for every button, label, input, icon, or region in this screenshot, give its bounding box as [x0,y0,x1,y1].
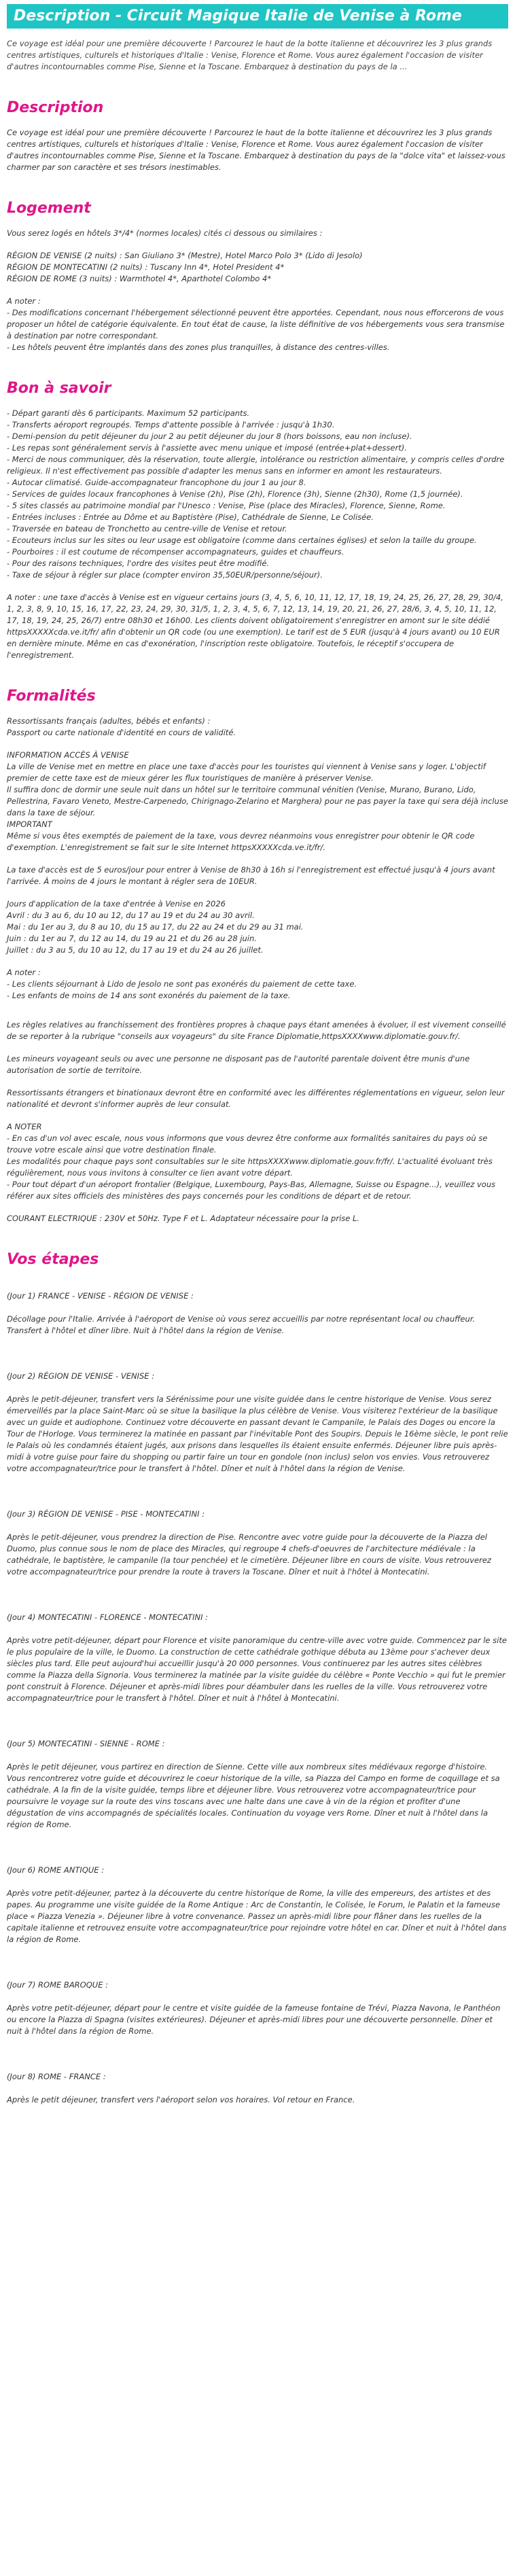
day-title: (Jour 6) ROME ANTIQUE : [7,1865,105,1875]
formalites-taxe: La taxe d'accès est de 5 euros/jour pour entrer à Venise de 8h30 à 16h si l'enregistrement est effectué jusqu'à 4 jours avant l'arrivée. À moins de 4 jours le montant à régler sera de 10EUR. [7,865,495,886]
day-item [7,1853,508,1957]
formalites-etrangers: Ressortissants étrangers et binationaux devront être en conformité avec les différentes réglementations en vigueur, selon leur nationalité et devront s'informer auprès de leur consulat. [7,1088,505,1109]
day-title: (Jour 3) RÉGION DE VENISE - PISE - MONTECATINI : [7,1509,205,1519]
day-title: (Jour 2) RÉGION DE VENISE - VENISE : [7,1371,155,1381]
formalites-section [7,687,508,1224]
logement-heading: Logement [7,200,91,217]
bon-a-savoir-note: A noter : une taxe d'accès à Venise est en vigueur certains jours (3, 4, 5, 6, 10, 11, 12, 17, 18, 19, 24, 25, 26, 27, 28, 29, 30/4, 1, 2, 3, 8, 9, 10, 15, 16, 17, 22, 23, 24, 29, 30, 31/5, 1, 2, 3, 4, 5, 6, 7, 12, 13, 14, 19, 20, 21, 26, 27, 28/6, 3, 4, 5, 10, 11, 12, 17, 18, 19, 24, 25, 26/7) entre 08h30 et 16h00. Les clients doivent obligatoirement s'enregistrer en amont sur le site dédié httpsXXXXXcda.ve.it/fr/ afin d'obtenir un QR code (ou une exemption). Le tarif est de 5 EUR (jusqu'à 4 jours avant) ou 10 EUR en dernière minute. Même en cas d'exonération, l'inscription reste obligatoire. Toutefois, le réceptif s'occupera de l'enregistrement. [7,593,503,660]
day-title: (Jour 8) ROME - FRANCE : [7,2072,106,2081]
day-text: Après le petit-déjeuner, vous prendrez la direction de Pise. Rencontre avec votre guide pour la découverte de la Piazza del Duomo, plus connue sous le nom de place des Miracles, qui regroupe 4 chefs-d'oeuvres de l'architecture médiévale : la cathédrale, le baptistère, le campanile (la tour penchée) et le cimetière. Déjeuner libre en cours de visite. Vous retrouverez votre accompagnateur/trice pour prendre la route à travers la Toscane. Dîner et nuit à l'hôtel à Montecatini. [7,1532,491,1576]
day-title: (Jour 1) FRANCE - VENISE - RÉGION DE VENISE : [7,1291,194,1301]
logement-intro: Vous serez logés en hôtels 3*/4* (normes locales) cités ci dessous ou similaires : [7,228,323,238]
logement-note: A noter : - Des modifications concernant l'hébergement sélectionné peuvent être apportées. Cependant, nous nous efforcerons de vous proposer un hôtel de catégorie équivalente. En tout état de cause, la liste définitive de vos hébergements vous sera transmise à destination par notre correspondant. - Les hôtels peuvent être implantés dans des zones plus tranquilles, à distance des centres-villes. [7,296,505,352]
description-section [7,99,508,173]
formalites-heading: Formalités [7,688,96,705]
logement-hotels: RÉGION DE VENISE (2 nuits) : San Giuliano 3* (Mestre), Hotel Marco Polo 3* (Lido di Jesolo) RÉGION DE MONTECATINI (2 nuits) : Tuscany Inn 4*, Hotel President 4* RÉGION DE ROME (3 nuits) : Warmthotel 4*, Aparthotel Colombo 4* [7,251,363,283]
bon-a-savoir-section [7,379,508,661]
page-title: Description - Circuit Magique Italie de Venise à Rome [14,7,462,24]
day-item [7,1359,508,1486]
day-title: (Jour 4) MONTECATINI - FLORENCE - MONTECATINI : [7,1612,209,1622]
description-heading: Description [7,99,104,116]
day-item [7,1497,508,1589]
bon-a-savoir-list: - Départ garanti dès 6 participants. Maximum 52 participants. - Transferts aéroport regroupés. Temps d'attente possible à l'arrivée : jusqu'à 1h30. - Demi-pension du petit déjeuner du jour 2 au petit déjeuner du jour 8 (hors boissons, eau non incluse). - Les repas sont généralement servis à l'assiette avec menu unique et imposé (entrée+plat+dessert). - Merci de nous communiquer, dès la réservation, toute allergie, intolérance ou restriction alimentaire, y compris celles d'ordre religieux. Il n'est effectivement pas possible d'adapter les menus sans en informer en amont les restaurateurs. - Autocar climatisé. Guide-accompagnateur francophone du jour 1 au jour 8. - Services de guides locaux francophones à Venise (2h), Pise (2h), Florence (3h), Sienne (2h30), Rome (1,5 journée). - 5 sites classés au patrimoine mondial par l'Unesco : Venise, Pise (place des Miracles), Florence, Sienne, Rome. - Entrées incluses : Entrée au Dôme et au Baptistère (Pise), Cathédrale de Sienne, Le Colisée. - Traversée en bateau de Tronchetto au centre-ville de Venise et retour. - Ecouteurs inclus sur les sites ou leur usage est obligatoire (comme dans certaines églises) et selon la taille du groupe. - Pourboires : il est coutume de récompenser accompagnateurs, guides et chauffeurs. - Pour des raisons techniques, l'ordre des visites peut être modifié. - Taxe de séjour à régler sur place (compter environ 35,50EUR/personne/séjour). [7,408,505,580]
day-text: Après votre petit-déjeuner, partez à la découverte du centre historique de Rome, la ville des empereurs, des artistes et des papes. Au programme une visite guidée de la Rome Antique : Arc de Constantin, le Colisée, le Forum, le Palatin et la fameuse place « Piazza Venezia ». Déjeuner libre à votre convenance. Passez un après-midi libre pour flâner dans les ruelles de la capitale italienne et retrouvez ensuite votre accompagnateur/trice pour rejoindre votre hôtel en car. Dîner et nuit à l'hôtel dans la région de Rome. [7,1888,507,1944]
day-item [7,2060,508,2117]
day-title: (Jour 5) MONTECATINI - SIENNE - ROME : [7,1739,165,1748]
day-text: Après le petit déjeuner, transfert vers l'aéroport selon vos horaires. Vol retour en France. [7,2095,355,2104]
day-text: Après le petit déjeuner, vous partirez en direction de Sienne. Cette ville aux nombreux sites médiévaux regorge d'histoire. Vous rencontrerez votre guide et découvrirez le coeur historique de la ville, sa Piazza del Campo en forme de coquillage et sa cathédrale. A la fin de la visite guidée, temps libre et déjeuner libre. Vous retrouverez votre accompagnateur/trice pour poursuivre le voyage sur la route des vins toscans avec une halte dans une cave à vin de la région et profiter d'une dégustation de vins accompagnés de spécialités locales. Continuation du voyage vers Rome. Dîner et nuit à l'hôtel dans la région de Rome. [7,1762,500,1829]
formalites-venise: INFORMATION ACCÈS À VENISE La ville de Venise met en mettre en place une taxe d'accès pour les touristes qui viennent à Venise sans y loger. L'objectif premier de cette taxe est de mieux gérer les flux touristiques de manière à préserver Venise. Il suffira donc de dormir une seule nuit dans un hôtel sur le territoire communal vénitien (Venise, Murano, Burano, Lido, Pellestrina, Favaro Veneto, Mestre-Carpenedo, Chirignago-Zelarino et Marghera) pour ne pas payer la taxe qui sera déjà incluse dans la taxe de séjour. IMPORTANT Même si vous êtes exemptés de paiement de la taxe, vous devrez néanmoins vous enregistrer pour obtenir le QR code d'exemption. L'enregistrement se fait sur le site Internet httpsXXXXXcda.ve.it/fr/. [7,750,508,852]
day-item [7,1279,508,1348]
bon-a-savoir-heading: Bon à savoir [7,380,111,397]
page [7,4,508,2117]
day-item [7,1600,508,1716]
formalites-mineurs: Les mineurs voyageant seuls ou avec une personne ne disposant pas de l'autorité parentale doivent être munis d'une autorisation de sortie de territoire. [7,1054,470,1075]
formalites-courant: COURANT ELECTRIQUE : 230V et 50Hz. Type F et L. Adaptateur nécessaire pour la prise L. [7,1214,360,1223]
description-text: Ce voyage est idéal pour une première découverte ! Parcourez le haut de la botte italienne et découvrirez les 3 plus grands centres artistiques, culturels et historiques d'Italie : Venise, Florence et Rome. Vous aurez également l'occasion de visiter d'autres incontournables comme Pise, Sienne et la Toscane. Embarquez à destination du pays de la "dolce vita" et laissez-vous charmer par son caractère et ses trésors inestimables. [7,128,505,172]
intro-text: Ce voyage est idéal pour une première découverte ! Parcourez le haut de la botte italienne et découvrirez les 3 plus grands centres artistiques, culturels et historiques d'Italie : Venise, Florence et Rome. Vous aurez également l'occasion de visiter d'autres incontournables comme Pise, Sienne et la Toscane. Embarquez à destination du pays de la ... [7,39,493,71]
formalites-intro: Ressortissants français (adultes, bébés et enfants) : Passport ou carte nationale d'identité en cours de validité. [7,716,236,737]
day-title: (Jour 7) ROME BAROQUE : [7,1980,108,1990]
formalites-note: A noter : - Les clients séjournant à Lido de Jesolo ne sont pas exonérés du paiement de cette taxe. - Les enfants de moins de 14 ans sont exonérés du paiement de la taxe. [7,968,357,1000]
page-title-banner [7,4,508,29]
day-text: Après votre petit-déjeuner, départ pour le centre et visite guidée de la fameuse fontaine de Trévi, Piazza Navona, le Panthéon ou encore la Piazza di Spagna (visites extérieures). Déjeuner et après-midi libres pour une découverte personnelle. Dîner et nuit à l'hôtel dans la région de Rome. [7,2003,501,2036]
etapes-section [7,1250,508,2117]
formalites-jours: Jours d'application de la taxe d'entrée à Venise en 2026 Avril : du 3 au 6, du 10 au 12, du 17 au 19 et du 24 au 30 avril. Mai : du 1er au 3, du 8 au 10, du 15 au 17, du 22 au 24 et du 29 au 31 mai. Juin : du 1er au 7, du 12 au 14, du 19 au 21 et du 26 au 28 juin. Juillet : du 3 au 5, du 10 au 12, du 17 au 19 et du 24 au 26 juillet. [7,899,304,955]
formalites-a-noter: A NOTER - En cas d'un vol avec escale, nous vous informons que vous devrez être conforme aux formalités sanitaires du pays où se trouve votre escale ainsi que votre destination finale. Les modalités pour chaque pays sont consultables sur le site httpsXXXXwww.diplomatie.gouv.fr/fr/. L'actualité évoluant très régulièrement, nous vous invitons à consulter ce lien avant votre départ. - Pour tout départ d'un aéroport frontalier (Belgique, Luxembourg, Pays-Bas, Allemagne, Suisse ou Espagne...), veuillez vous référer aux sites officiels des ministères des pays concernés pour les conditions de départ et de retour. [7,1122,496,1201]
day-item [7,1968,508,2049]
etapes-heading: Vos étapes [7,1251,99,1268]
day-text: Après votre petit-déjeuner, départ pour Florence et visite panoramique du centre-ville avec votre guide. Commencez par le site le plus populaire de la ville, le Duomo. La construction de cette cathédrale gothique débuta au 13ème pour s'achever deux siècles plus tard. Elle peut aujourd'hui accueillir jusqu'à 20 000 personnes. Vous continuerez par les autres sites célèbres comme la Piazza della Signoria. Vous terminerez la matinée par la visite guidée du célèbre « Ponte Vecchio » qui fut le premier pont construit à Florence. Déjeuner et après-midi libres pour déambuler dans les ruelles de la ville. Vous retrouverez votre accompagnateur/trice pour le transfert à l'hôtel. Dîner et nuit à l'hôtel à Montecatini. [7,1636,507,1703]
logement-section [7,199,508,353]
day-text: Après le petit-déjeuner, transfert vers la Sérénissime pour une visite guidée dans le centre historique de Venise. Vous serez émerveillés par la place Saint-Marc où se situe la basilique la plus célèbre de Venise. Vous visiterez l'extérieur de la basilique avec un guide et audiophone. Continuez votre découverte en passant devant le Campanile, le Palais des Doges ou encore la Tour de l'Horloge. Vous terminerez la matinée en passant par l'inévitable Pont des Soupirs. Depuis le 16ème siècle, le pont relie le Palais où les condamnés étaient jugés, aux prisons dans lesquelles ils étaient ensuite enfermés. Déjeuner libre puis après-midi à votre guise pour faire du shopping ou partir faire un tour en gondole (non inclus) selon vos envies. Vous retrouverez votre accompagnateur/trice pour le transfert à l'hôtel. Dîner et nuit à l'hôtel dans la région de Venise. [7,1394,508,1473]
day-item [7,1727,508,1842]
day-text: Décollage pour l'Italie. Arrivée à l'aéroport de Venise où vous serez accueillis par notre représentant local ou chauffeur. Transfert à l'hôtel et dîner libre. Nuit à l'hôtel dans la région de Venise. [7,1314,476,1335]
formalites-frontieres: Les règles relatives au franchissement des frontières propres à chaque pays étant amenées à évoluer, il est vivement conseillé de se reporter à la rubrique "conseils aux voyageurs" du site France Diplomatie,httpsXXXXwww.diplomatie.gouv.fr/. [7,1020,506,1041]
